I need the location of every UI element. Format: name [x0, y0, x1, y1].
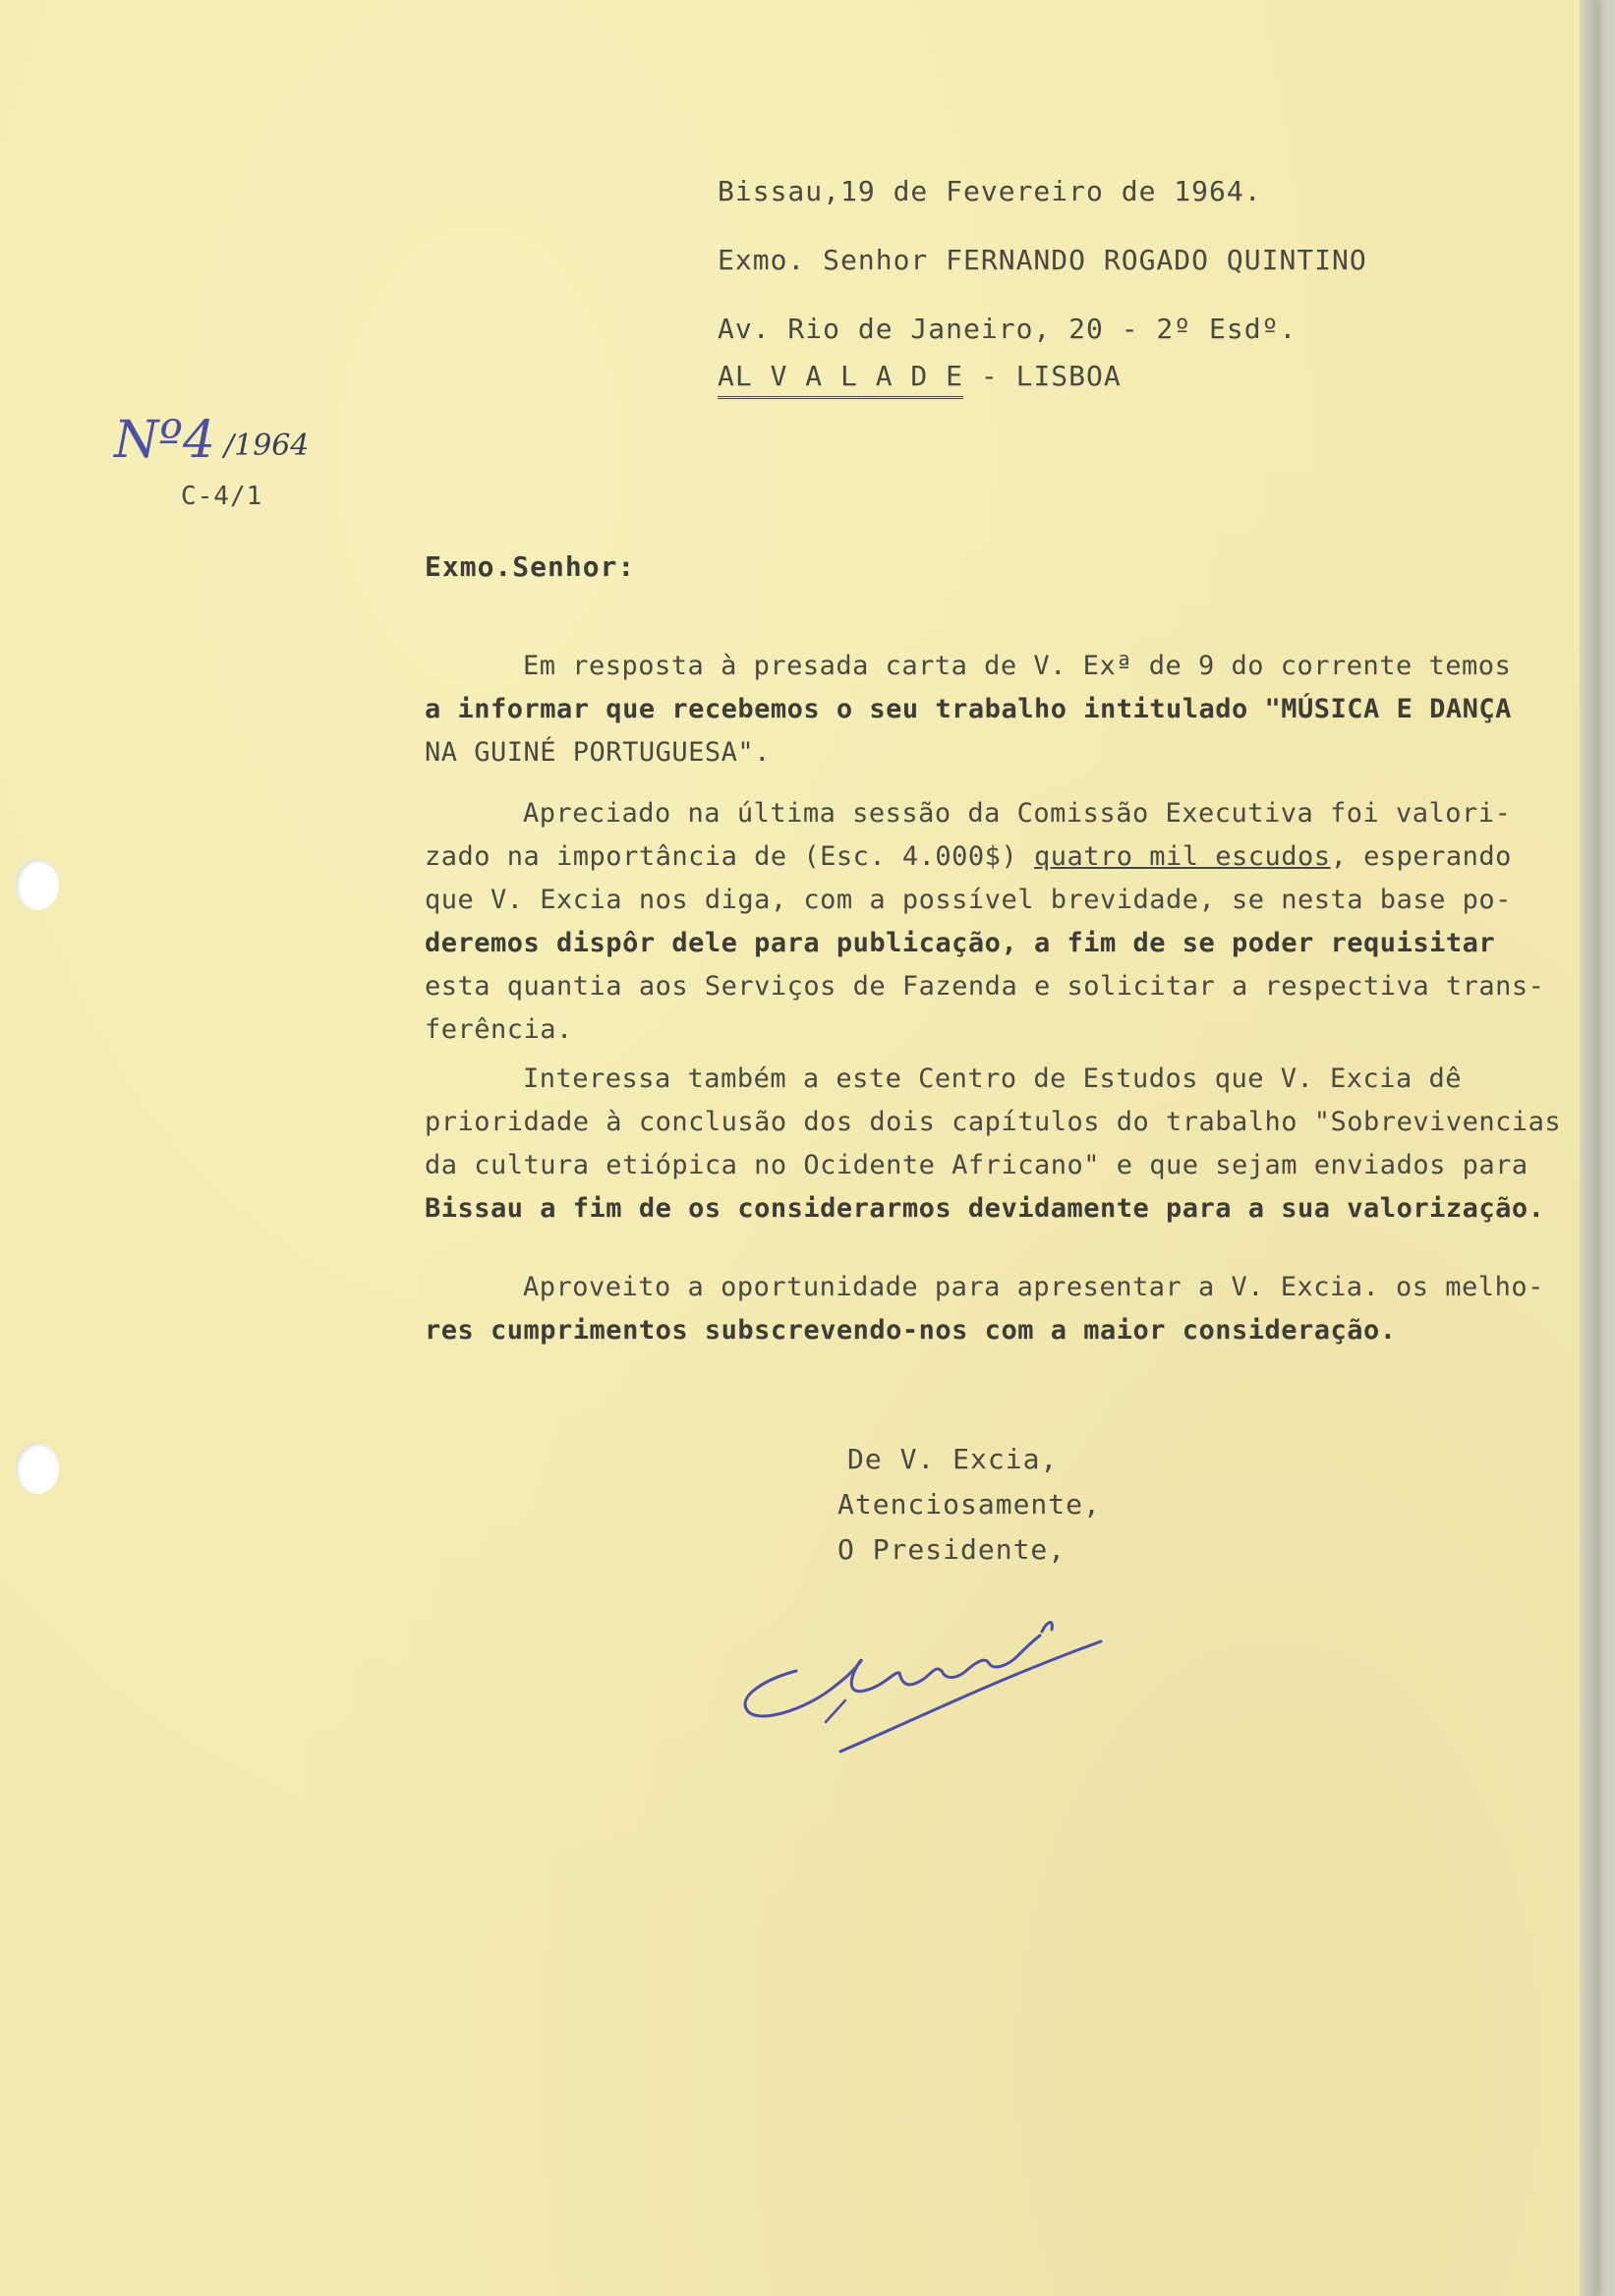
addressee: Exmo. Senhor FERNANDO ROGADO QUINTINO [718, 244, 1367, 276]
paragraph-2-line [425, 835, 1555, 879]
address-locality [718, 360, 1122, 392]
paragraph-3 [425, 1058, 1562, 1231]
page-edge [1580, 0, 1597, 2296]
paragraph-3-line: da cultura etiópica no Ocidente Africano" e que sejam enviados para [425, 1150, 1528, 1180]
paragraph-4-line: Aproveito a oportunidade para apresentar a V. Excia. os melho- [523, 1272, 1544, 1302]
paragraph-3-line: Bissau a fim de os considerarmos devidamente para a sua valorização. [425, 1193, 1545, 1224]
paragraph-3-line: Interessa também a este Centro de Estudos que V. Excia dê [523, 1063, 1463, 1094]
paragraph-2-line: ferência. [425, 1014, 573, 1045]
paragraph-4-line: res cumprimentos subscrevendo-nos com a maior consideração. [425, 1315, 1397, 1346]
paragraph-1-line: Em resposta à presada carta de V. Exª de 9 do corrente temos [523, 651, 1512, 681]
punch-hole-top [16, 859, 59, 910]
closing-line-1: De V. Excia, [847, 1443, 1059, 1475]
date-line: Bissau,19 de Fevereiro de 1964. [718, 175, 1262, 207]
paragraph-1-line: a informar que recebemos o seu trabalho intitulado "MÚSICA E DANÇA [425, 694, 1512, 724]
paragraph-1 [425, 645, 1555, 775]
closing-line-2: Atenciosamente, [837, 1488, 1101, 1521]
address-street: Av. Rio de Janeiro, 20 - 2º Esdº. [718, 313, 1298, 345]
closing-line-3: O Presidente, [837, 1533, 1067, 1566]
address-district: AL V A L A D E [718, 360, 963, 399]
paragraph-1-line: NA GUINÉ PORTUGUESA". [425, 737, 771, 768]
punch-hole-bottom [16, 1443, 59, 1494]
salutation: Exmo.Senhor: [425, 550, 636, 583]
paragraph-2-line: deremos dispôr dele para publicação, a fim de se poder requisitar [425, 928, 1496, 958]
president-signature [727, 1563, 1140, 1759]
address-city: - LISBOA [980, 360, 1122, 392]
paragraph-2-text: zado na importância de (Esc. 4.000$) [425, 841, 1034, 872]
paragraph-2-line: Apreciado na última sessão da Comissão Executiva foi valori- [523, 798, 1512, 829]
amount-in-words: quatro mil escudos [1033, 841, 1331, 872]
paragraph-2 [425, 792, 1555, 1052]
paragraph-2-line: esta quantia aos Serviços de Fazenda e solicitar a respectiva trans- [425, 971, 1545, 1002]
paragraph-3-line: prioridade à conclusão dos dois capítulos do trabalho "Sobrevivencias [425, 1107, 1562, 1137]
paragraph-4 [425, 1266, 1555, 1352]
paragraph-2-line: que V. Excia nos diga, com a possível brevidade, se nesta base po- [425, 885, 1512, 915]
paragraph-2-text: , esperando [1330, 841, 1512, 872]
file-year: /1964 [224, 429, 310, 463]
file-code: C-4/1 [181, 482, 263, 511]
file-number: Nº4 [114, 411, 216, 470]
